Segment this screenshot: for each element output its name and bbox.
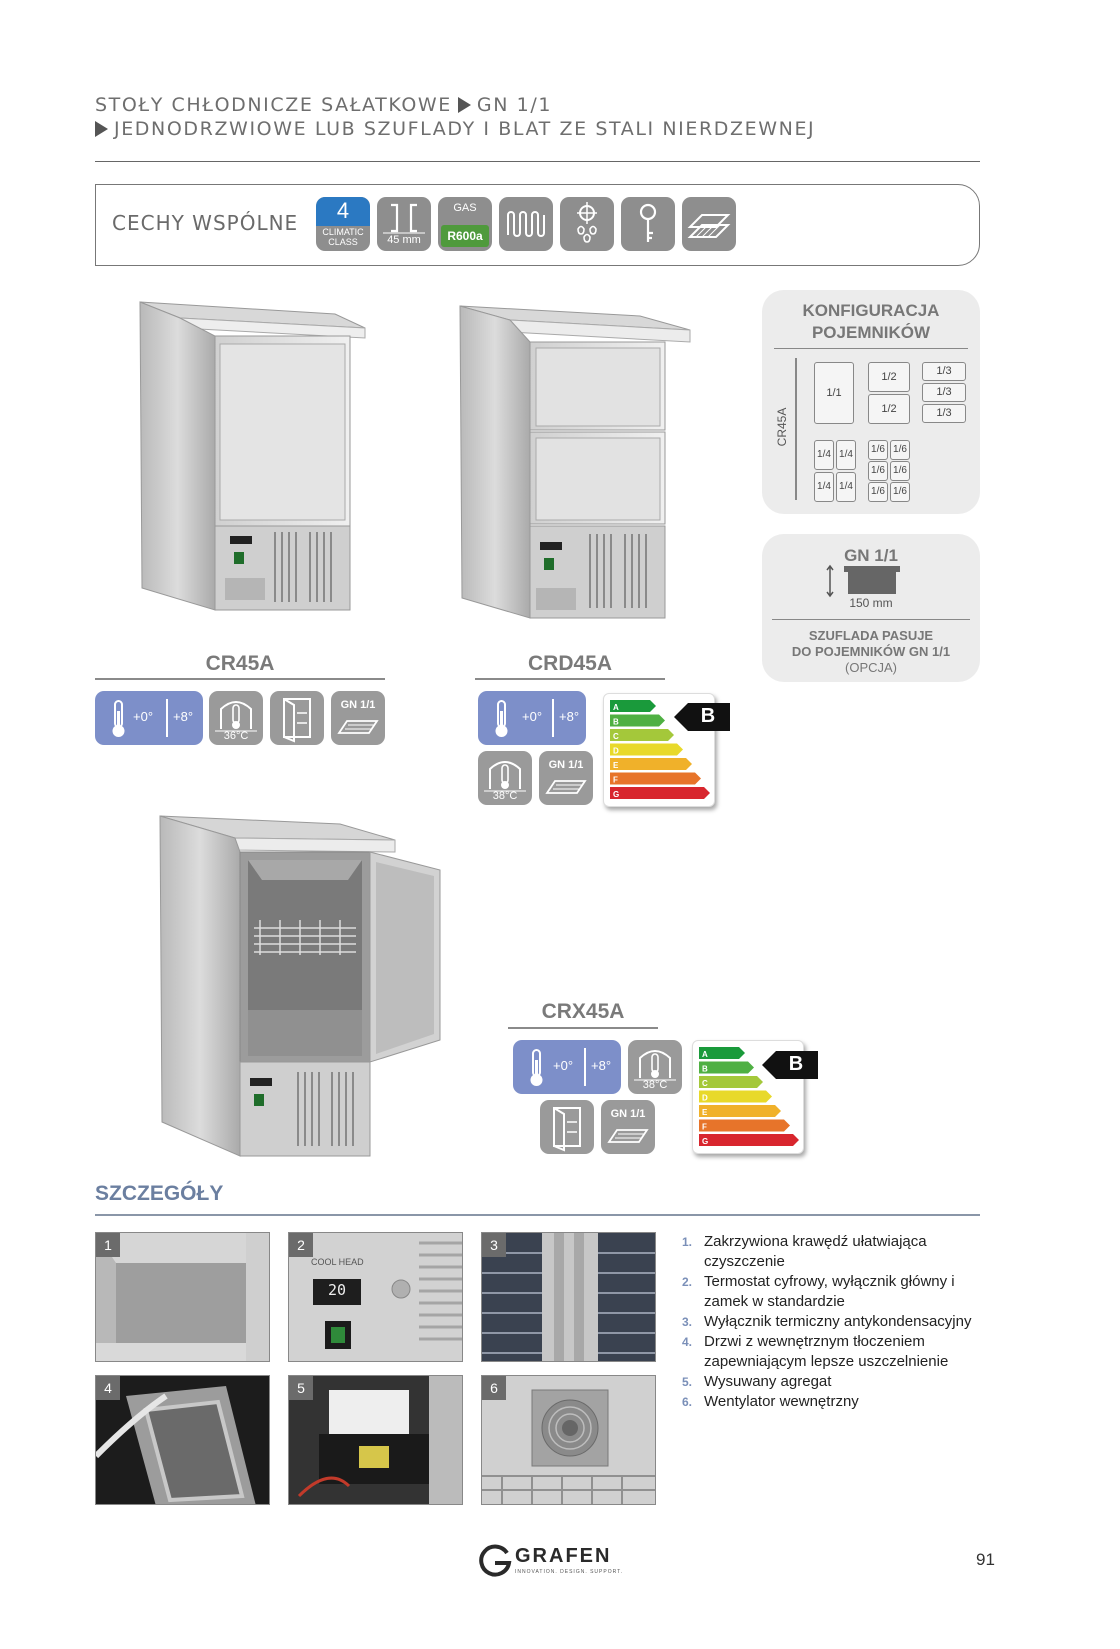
common-features-label: CECHY WSPÓLNE <box>112 211 299 235</box>
drawer-gn-title: GN 1/1 <box>844 546 898 565</box>
photo-number: 1 <box>96 1233 120 1257</box>
energy-class-value: B <box>788 1053 804 1075</box>
gn-sixth-box: 1/6 <box>890 482 910 502</box>
temp-max: +8° <box>559 709 580 724</box>
defrost-icon <box>560 197 614 251</box>
energy-bar-g <box>699 1134 799 1146</box>
gn-sixth-box: 1/6 <box>868 440 888 460</box>
temp-min: +0° <box>133 709 154 724</box>
temp-min: +0° <box>553 1058 574 1073</box>
photo-number: 6 <box>482 1376 506 1400</box>
brand-tagline: INNOVATION. DESIGN. SUPPORT. <box>515 1569 624 1575</box>
energy-bar-e <box>699 1105 781 1117</box>
gas-label: GAS <box>453 202 477 214</box>
energy-bar-c <box>610 729 674 741</box>
photo-number: 3 <box>482 1233 506 1257</box>
energy-bar-f <box>610 773 701 785</box>
detail-photo-2 <box>288 1232 463 1362</box>
energy-bar-label: E <box>702 1108 708 1117</box>
list-item: 6. Wentylator wewnętrzny <box>682 1393 859 1410</box>
ambient-temp-value: 36°C <box>223 730 249 742</box>
photo-number: 2 <box>289 1233 313 1257</box>
gn-third-box: 1/3 <box>922 404 966 423</box>
energy-bar-label: F <box>613 775 618 785</box>
detail-photo-4 <box>95 1375 270 1505</box>
drawer-info-panel <box>762 534 980 682</box>
config-model: CR45A <box>775 407 789 447</box>
detail-photo-1 <box>95 1232 270 1362</box>
model-divider <box>95 678 385 680</box>
gn-third-box: 1/3 <box>922 383 966 402</box>
gn-label: GN 1/1 <box>610 1108 646 1120</box>
model-name-crd45a: CRD45A <box>527 652 613 675</box>
drawer-depth: 150 mm <box>849 596 893 610</box>
temperature-range-crx45a <box>513 1040 621 1094</box>
brand-label: COOL HEAD <box>311 1257 364 1267</box>
door-shelf-icon <box>540 1100 594 1154</box>
energy-bar-d <box>610 744 683 756</box>
gn-quarter-box: 1/4 <box>814 472 834 502</box>
climatic-class-number: 4 <box>336 198 350 223</box>
photo-number: 5 <box>289 1376 313 1400</box>
photo-number: 4 <box>96 1376 120 1400</box>
thermometer-icon <box>482 691 522 745</box>
header-line-2 <box>95 118 815 140</box>
container-config-panel <box>762 290 980 514</box>
product-image-crx45a <box>150 810 470 1160</box>
detail-photo-3 <box>481 1232 656 1362</box>
door-shelf-icon <box>270 691 324 745</box>
energy-bar-label: C <box>613 732 619 741</box>
header-category: STOŁY CHŁODNICZE SAŁATKOWE <box>95 94 452 116</box>
energy-bar-label: G <box>702 1137 709 1146</box>
gn-sixth-box: 1/6 <box>890 440 910 460</box>
gas-icon <box>438 197 492 251</box>
energy-bar-label: E <box>613 761 619 770</box>
gas-name: R600a <box>441 225 489 247</box>
details-divider <box>95 1214 980 1216</box>
energy-bar-f <box>699 1120 790 1132</box>
list-item: 4. Drzwi z wewnętrznym tłoczeniem zapewniającym lepsze uszczelnienie <box>682 1333 949 1370</box>
energy-bar-label: A <box>613 703 619 712</box>
model-divider <box>508 1027 658 1029</box>
gn-label: GN 1/1 <box>340 699 376 711</box>
gn-container-icon <box>331 691 385 745</box>
detail-photo-6 <box>481 1375 656 1505</box>
insulation-icon <box>377 197 431 251</box>
header-line-1 <box>95 94 552 116</box>
details-list <box>682 1232 982 1412</box>
gn-sixth-box: 1/6 <box>868 461 888 481</box>
product-image-crd45a <box>440 296 700 636</box>
key-lock-icon <box>621 197 675 251</box>
drawer-note: SZUFLADA PASUJE DO POJEMNIKÓW GN 1/1 (OPCJA) <box>791 628 951 675</box>
climatic-class-text: CLIMATIC CLASS <box>322 227 364 247</box>
energy-bar-label: B <box>702 1064 708 1074</box>
gn-quarter-box: 1/4 <box>814 440 834 470</box>
gn-container-icon <box>539 751 593 805</box>
ambient-temp-value: 38°C <box>492 790 518 802</box>
temp-min: +0° <box>522 709 543 724</box>
detail-photo-5 <box>288 1375 463 1505</box>
energy-class-badge <box>674 703 730 731</box>
temp-max: +8° <box>591 1058 612 1073</box>
brand-name: GRAFEN <box>515 1545 612 1567</box>
list-item: 3. Wyłącznik termiczny antykondensacyjny <box>682 1313 972 1330</box>
grafen-logo-icon <box>477 1543 513 1579</box>
details-title: SZCZEGÓŁY <box>95 1182 224 1205</box>
energy-bar-e <box>610 758 692 770</box>
ambient-temperature-icon <box>209 691 263 745</box>
shelves-icon <box>682 197 736 251</box>
energy-bar-label: C <box>702 1079 708 1088</box>
gn-half-box: 1/2 <box>868 394 910 424</box>
page-number: 91 <box>976 1550 995 1569</box>
triangle-icon <box>95 121 108 137</box>
grafen-logo <box>477 1543 624 1579</box>
heater-icon <box>499 197 553 251</box>
list-item: 5. Wysuwany agregat <box>682 1373 832 1390</box>
model-name-cr45a: CR45A <box>205 652 275 675</box>
energy-bar-label: D <box>702 1093 708 1103</box>
energy-bar-d <box>699 1091 772 1103</box>
product-image-cr45a <box>120 296 380 626</box>
temperature-range-cr45a <box>95 691 203 745</box>
header-divider <box>95 161 980 162</box>
energy-bar-label: B <box>613 717 619 727</box>
gn-container-icon <box>601 1100 655 1154</box>
model-divider <box>475 678 665 680</box>
insulation-value: 45 mm <box>387 234 421 246</box>
energy-bar-label: G <box>613 790 620 799</box>
gn-third-box: 1/3 <box>922 362 966 381</box>
energy-bar-g <box>610 787 710 799</box>
gn-quarter-box: 1/4 <box>836 472 856 502</box>
ambient-temp-value: 38°C <box>642 1079 668 1091</box>
thermostat-reading: 20 <box>327 1281 347 1299</box>
triangle-icon <box>458 97 471 113</box>
temp-max: +8° <box>173 709 194 724</box>
energy-class-value: B <box>700 705 716 727</box>
list-item: 2. Termostat cyfrowy, wyłącznik główny i zamek w standardzie <box>682 1273 955 1310</box>
climatic-class-icon <box>316 197 370 251</box>
energy-bar-label: D <box>613 746 619 756</box>
header-subtitle: JEDNODRZWIOWE LUB SZUFLADY I BLAT ZE STALI NIERDZEWNEJ <box>114 118 816 140</box>
ambient-temperature-icon <box>478 751 532 805</box>
header-gn: GN 1/1 <box>476 94 553 116</box>
energy-bar-label: A <box>702 1050 708 1059</box>
energy-bar-c <box>699 1076 763 1088</box>
gn-quarter-box: 1/4 <box>836 440 856 470</box>
ambient-temperature-icon <box>628 1040 682 1094</box>
energy-bar-label: F <box>702 1122 707 1132</box>
list-item: 1. Zakrzywiona krawędź ułatwiająca czyszczenie <box>682 1233 927 1270</box>
gn-sixth-box: 1/6 <box>890 461 910 481</box>
common-features-box <box>95 184 980 266</box>
config-title: KONFIGURACJA POJEMNIKÓW <box>802 301 940 342</box>
energy-class-badge <box>762 1051 818 1079</box>
temperature-range-crd45a <box>478 691 586 745</box>
gn-label: GN 1/1 <box>548 759 584 771</box>
thermometer-icon <box>517 1040 557 1094</box>
model-name-crx45a: CRX45A <box>541 1000 625 1023</box>
gn-sixth-box: 1/6 <box>868 482 888 502</box>
gn-full-box: 1/1 <box>814 362 854 424</box>
gn-half-box: 1/2 <box>868 362 910 392</box>
